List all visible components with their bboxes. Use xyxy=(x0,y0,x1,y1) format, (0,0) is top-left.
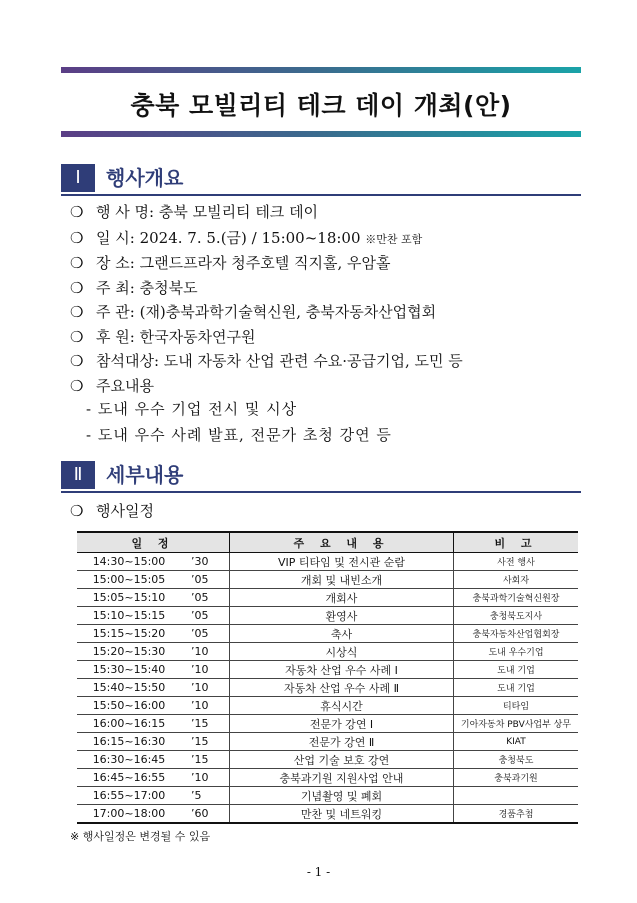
time-cell: 15:30~15:40 xyxy=(77,661,181,679)
overview-item xyxy=(70,252,391,273)
table-row xyxy=(77,589,578,607)
remarks-cell: 충북자동차산업협회장 xyxy=(454,625,579,643)
time-cell: 16:55~17:00 xyxy=(77,787,181,805)
table-row xyxy=(77,697,578,715)
overview-value: 2024. 7. 5.(금) / 15:00~18:00 xyxy=(139,229,361,247)
content-cell: 자동차 산업 우수 사례 Ⅰ xyxy=(230,661,454,679)
duration-cell: ’10 xyxy=(181,643,230,661)
section-underline xyxy=(61,491,581,493)
overview-key: 장 소: xyxy=(96,254,135,272)
table-row xyxy=(77,787,578,805)
time-cell: 16:00~16:15 xyxy=(77,715,181,733)
header-schedule: 일 정 xyxy=(77,532,230,553)
time-cell: 16:15~16:30 xyxy=(77,733,181,751)
remarks-cell xyxy=(454,787,579,805)
bullet-circle-icon: ❍ xyxy=(70,352,84,370)
duration-cell: ’30 xyxy=(181,553,230,571)
schedule-heading xyxy=(70,500,154,521)
duration-cell: ’10 xyxy=(181,661,230,679)
overview-item xyxy=(70,277,198,298)
duration-cell: ’15 xyxy=(181,733,230,751)
top-divider xyxy=(61,67,581,73)
overview-value: 도내 자동차 산업 관련 수요·공급기업, 도민 등 xyxy=(163,352,463,370)
overview-key: 주요내용 xyxy=(96,377,154,395)
section-title: 세부내용 xyxy=(106,463,184,487)
remarks-cell: 도내 기업 xyxy=(454,679,579,697)
bullet-circle-icon: ❍ xyxy=(70,229,84,247)
remarks-cell: 경품추첨 xyxy=(454,805,579,824)
content-cell: 충북과기원 지원사업 안내 xyxy=(230,769,454,787)
time-cell: 16:30~16:45 xyxy=(77,751,181,769)
table-row xyxy=(77,679,578,697)
overview-item xyxy=(70,375,154,396)
header-content: 주 요 내 용 xyxy=(230,532,454,553)
section-header-details xyxy=(61,461,581,493)
duration-cell: ’60 xyxy=(181,805,230,824)
overview-value: 충청북도 xyxy=(139,279,198,297)
schedule-heading-text: 행사일정 xyxy=(96,502,154,520)
overview-item xyxy=(70,350,463,371)
time-cell: 15:50~16:00 xyxy=(77,697,181,715)
table-row xyxy=(77,571,578,589)
overview-key: 후 원: xyxy=(96,328,135,346)
bullet-circle-icon: ❍ xyxy=(70,279,84,297)
remarks-cell: 사전 행사 xyxy=(454,553,579,571)
duration-cell: ’15 xyxy=(181,751,230,769)
header-remarks: 비 고 xyxy=(454,532,579,553)
content-cell: 시상식 xyxy=(230,643,454,661)
overview-key: 행 사 명: xyxy=(96,203,155,221)
table-row xyxy=(77,769,578,787)
time-cell: 15:20~15:30 xyxy=(77,643,181,661)
bullet-circle-icon: ❍ xyxy=(70,328,84,346)
overview-value: 그랜드프라자 청주호텔 직지홀, 우암홀 xyxy=(139,254,391,272)
table-row xyxy=(77,805,578,824)
table-row xyxy=(77,715,578,733)
bullet-circle-icon: ❍ xyxy=(70,502,84,520)
table-row xyxy=(77,643,578,661)
content-cell: 만찬 및 네트워킹 xyxy=(230,805,454,824)
schedule-table xyxy=(77,531,578,824)
sub-item: - 도내 우수 사례 발표, 전문가 초청 강연 등 xyxy=(86,426,392,444)
overview-key: 참석대상: xyxy=(96,352,160,370)
bullet-circle-icon: ❍ xyxy=(70,303,84,321)
overview-value: 한국자동차연구원 xyxy=(139,328,256,346)
schedule-table-body xyxy=(77,553,578,824)
overview-item xyxy=(70,227,422,248)
content-cell: 환영사 xyxy=(230,607,454,625)
table-header-row xyxy=(77,532,578,553)
content-cell: 휴식시간 xyxy=(230,697,454,715)
remarks-cell: 도내 기업 xyxy=(454,661,579,679)
title-divider xyxy=(61,131,581,137)
section-title: 행사개요 xyxy=(106,166,184,190)
remarks-cell: 티타임 xyxy=(454,697,579,715)
table-row xyxy=(77,553,578,571)
remarks-cell: 충청북도지사 xyxy=(454,607,579,625)
overview-item xyxy=(70,326,256,347)
overview-value: 충북 모빌리티 테크 데이 xyxy=(158,203,319,221)
remarks-cell: 기아자동차 PBV사업부 상무 xyxy=(454,715,579,733)
time-cell: 15:40~15:50 xyxy=(77,679,181,697)
time-cell: 17:00~18:00 xyxy=(77,805,181,824)
remarks-cell: 사회자 xyxy=(454,571,579,589)
overview-note: ※만찬 포함 xyxy=(365,233,423,246)
overview-key: 일 시: xyxy=(96,229,135,247)
duration-cell: ’10 xyxy=(181,679,230,697)
bullet-circle-icon: ❍ xyxy=(70,203,84,221)
page-title: 충북 모빌리티 테크 데이 개최(안) xyxy=(130,91,512,120)
duration-cell: ’10 xyxy=(181,697,230,715)
content-cell: 전문가 강연 Ⅱ xyxy=(230,733,454,751)
content-cell: 개회 및 내빈소개 xyxy=(230,571,454,589)
overview-item xyxy=(70,201,318,222)
time-cell: 15:05~15:10 xyxy=(77,589,181,607)
content-cell: 개회사 xyxy=(230,589,454,607)
table-row xyxy=(77,751,578,769)
remarks-cell: 충청북도 xyxy=(454,751,579,769)
table-row xyxy=(77,607,578,625)
page-number: - 1 - xyxy=(306,865,331,879)
content-cell: 전문가 강연 Ⅰ xyxy=(230,715,454,733)
bullet-circle-icon: ❍ xyxy=(70,377,84,395)
duration-cell: ’05 xyxy=(181,607,230,625)
content-cell: 산업 기술 보호 강연 xyxy=(230,751,454,769)
table-row xyxy=(77,733,578,751)
content-cell: 기념촬영 및 폐회 xyxy=(230,787,454,805)
remarks-cell: KIAT xyxy=(454,733,579,751)
duration-cell: ’05 xyxy=(181,625,230,643)
table-row xyxy=(77,661,578,679)
sub-item: - 도내 우수 기업 전시 및 시상 xyxy=(86,400,298,418)
duration-cell: ’5 xyxy=(181,787,230,805)
time-cell: 16:45~16:55 xyxy=(77,769,181,787)
section-underline xyxy=(61,194,581,196)
duration-cell: ’05 xyxy=(181,589,230,607)
overview-item xyxy=(70,301,436,322)
overview-value: (재)충북과학기술혁신원, 충북자동차산업협회 xyxy=(139,303,437,321)
overview-key: 주 관: xyxy=(96,303,135,321)
remarks-cell: 충북과학기술혁신원장 xyxy=(454,589,579,607)
duration-cell: ’15 xyxy=(181,715,230,733)
duration-cell: ’10 xyxy=(181,769,230,787)
content-cell: 축사 xyxy=(230,625,454,643)
time-cell: 15:00~15:05 xyxy=(77,571,181,589)
section-header-overview xyxy=(61,164,581,196)
duration-cell: ’05 xyxy=(181,571,230,589)
content-cell: 자동차 산업 우수 사례 Ⅱ xyxy=(230,679,454,697)
time-cell: 14:30~15:00 xyxy=(77,553,181,571)
time-cell: 15:15~15:20 xyxy=(77,625,181,643)
bullet-circle-icon: ❍ xyxy=(70,254,84,272)
remarks-cell: 충북과기원 xyxy=(454,769,579,787)
remarks-cell: 도내 우수기업 xyxy=(454,643,579,661)
table-row xyxy=(77,625,578,643)
section-number: Ⅰ xyxy=(61,164,95,192)
time-cell: 15:10~15:15 xyxy=(77,607,181,625)
footnote: ※ 행사일정은 변경될 수 있음 xyxy=(70,830,211,843)
overview-key: 주 최: xyxy=(96,279,135,297)
content-cell: VIP 티타임 및 전시관 순람 xyxy=(230,553,454,571)
section-number: Ⅱ xyxy=(61,461,95,489)
